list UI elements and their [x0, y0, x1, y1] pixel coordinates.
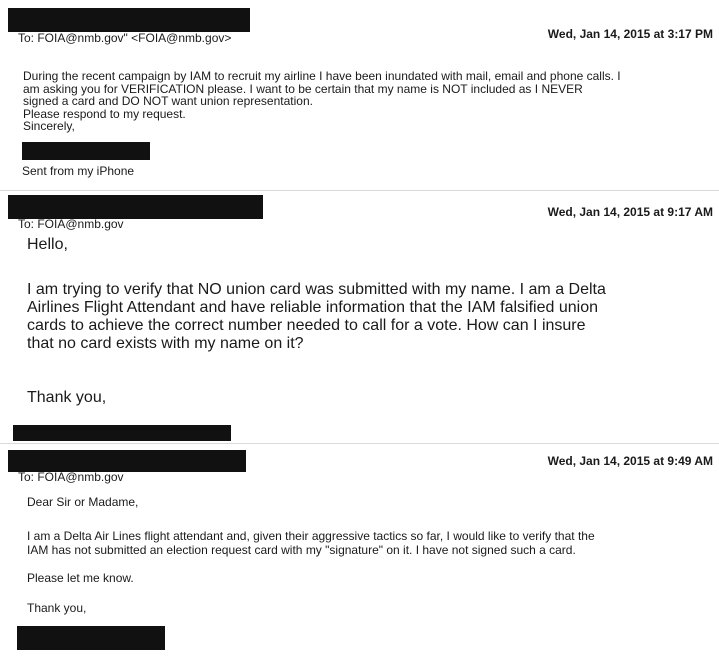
redacted-signature — [22, 142, 150, 160]
body-line: signed a card and DO NOT want union representation. — [23, 94, 313, 108]
body-line: During the recent campaign by IAM to recruit my airline I have been inundated with mail, email and phone calls. I — [23, 69, 621, 83]
email-2 — [0, 191, 719, 441]
sent-date: Wed, Jan 14, 2015 at 9:17 AM — [547, 205, 713, 219]
message-body — [23, 70, 713, 133]
body-line: IAM has not submitted an election request card with my "signature" on it. I have not signed such a card. — [27, 543, 576, 557]
redacted-signature — [13, 425, 231, 441]
body-line: I am a Delta Air Lines flight attendant and, given their aggressive tactics so far, I would like to verify that the — [27, 529, 595, 543]
followup-text: Please let me know. — [27, 571, 134, 585]
recipient-line: To: FOIA@nmb.gov — [18, 470, 124, 484]
recipient-line: To: FOIA@nmb.gov — [18, 217, 124, 231]
body-line: that no card exists with my name on it? — [27, 335, 304, 352]
redacted-sender — [8, 195, 263, 219]
sent-date: Wed, Jan 14, 2015 at 9:49 AM — [547, 454, 713, 468]
sent-date: Wed, Jan 14, 2015 at 3:17 PM — [547, 27, 713, 41]
body-line: Please respond to my request. — [23, 106, 186, 121]
closing: Thank you, — [27, 601, 87, 615]
greeting: Hello, — [27, 236, 68, 253]
body-line: Sincerely, — [23, 119, 75, 133]
message-body — [27, 529, 717, 557]
signoff-text: Sent from my iPhone — [22, 164, 135, 178]
email-3 — [0, 444, 719, 661]
email-1 — [0, 0, 719, 190]
body-line: I am trying to verify that NO union card was submitted with my name. I am a Delta — [27, 281, 606, 298]
body-line: cards to achieve the correct number needed to call for a vote. How can I insure — [27, 317, 586, 334]
greeting: Dear Sir or Madame, — [27, 495, 139, 509]
recipient-line: To: FOIA@nmb.gov" <FOIA@nmb.gov> — [18, 31, 232, 45]
redacted-sender — [8, 8, 250, 32]
closing: Thank you, — [27, 389, 107, 406]
body-line: Airlines Flight Attendant and have reliable information that the IAM falsified union — [27, 299, 598, 316]
message-body — [27, 281, 717, 353]
body-line: am asking you for VERIFICATION please. I want to be certain that my name is NOT included as I NEVER — [23, 81, 583, 96]
redacted-sender — [8, 450, 246, 472]
redacted-signature — [17, 626, 165, 650]
